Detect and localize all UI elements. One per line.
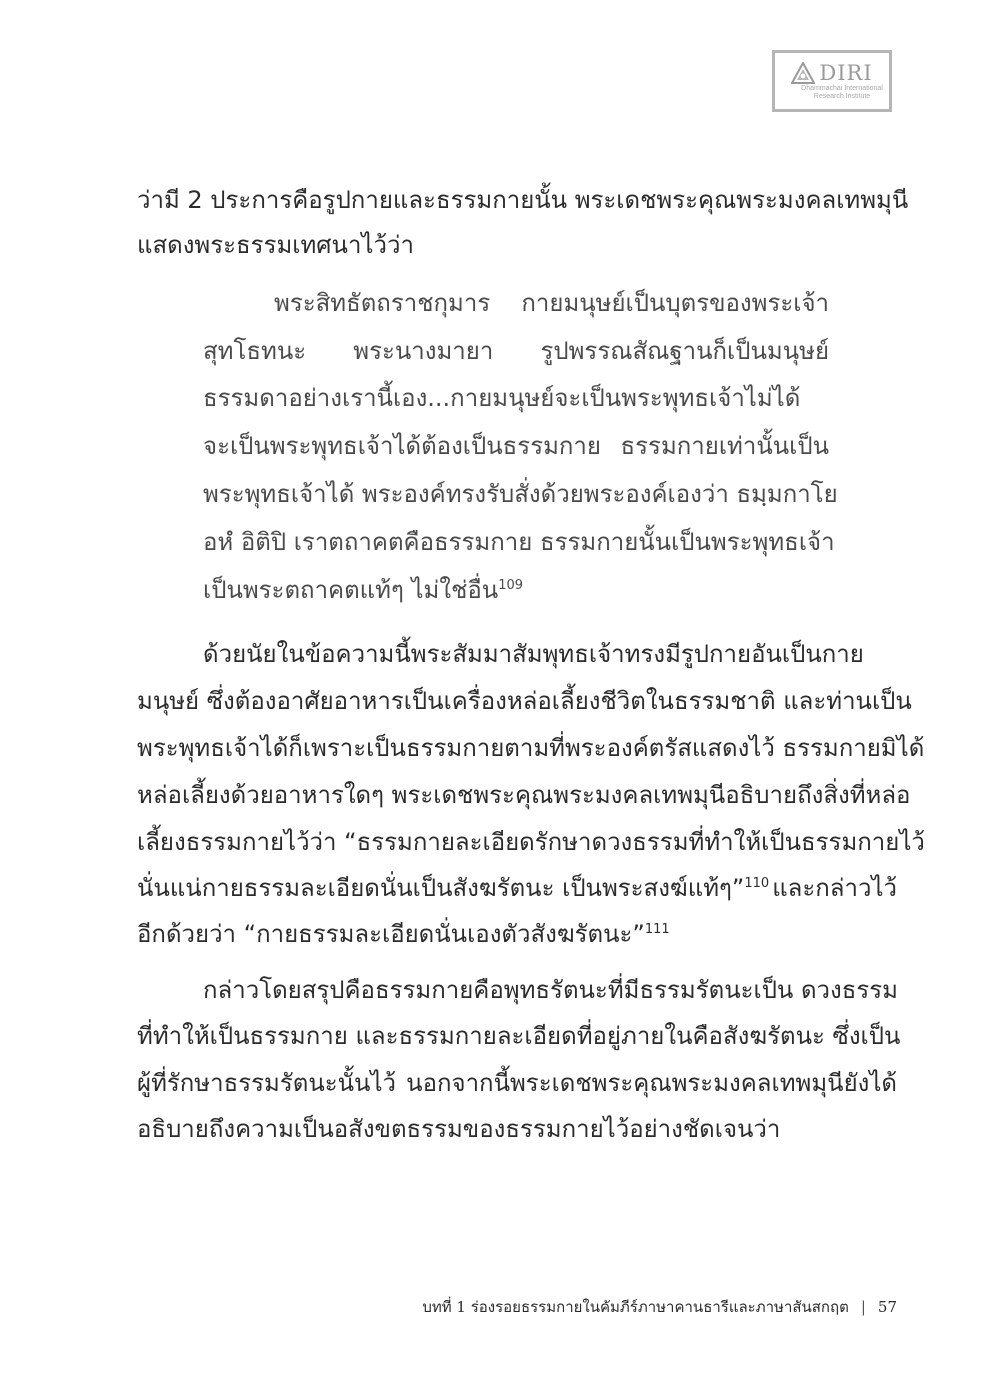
paragraph-2-line-2: มนุษย์ ซึ่งต้องอาศัยอาหารเป็นเครื่องหล่อเลี้ยงชีวิตในธรรมชาติ และท่านเป็น (137, 687, 912, 715)
paragraph-3-line-3: ผู้ที่รักษาธรรมรัตนะนั้นไว้ นอกจากนี้พระเดชพระคุณพระมงคลเทพมุนียังได้ (137, 1069, 897, 1097)
paragraph-3-line-4: อธิบายถึงความเป็นอสังขตธรรมของธรรมกายไว้อย่างชัดเจนว่า (137, 1115, 781, 1143)
footnote-ref-110: 110 (744, 876, 770, 891)
diri-logo (772, 50, 892, 112)
paragraph-2-line-4: หล่อเลี้ยงด้วยอาหารใดๆ พระเดชพระคุณพระมงคลเทพมุนีอธิบายถึงสิ่งที่หล่อ (137, 781, 911, 809)
quote-line-5: พระพุทธเจ้าได้ พระองค์ทรงรับสั่งด้วยพระองค์เองว่า ธมฺมกาโย (203, 480, 838, 508)
quote-line-4: จะเป็นพระพุทธเจ้าได้ต้องเป็นธรรมกาย ธรรมกายเท่านั้นเป็น (203, 432, 829, 460)
paragraph-2-line-6b: และกล่าวไว้ (772, 874, 897, 902)
paragraph-2-line-6 (137, 864, 897, 912)
quote-line-1: พระสิทธัตถราชกุมาร กายมนุษย์เป็นบุตรของพระเจ้า (274, 289, 829, 317)
paragraph-2-line-6a: นั่นแน่กายธรรมละเอียดนั่นเป็นสังฆรัตนะ เป็นพระสงฆ์แท้ๆ” (137, 874, 745, 902)
quote-line-3: ธรรมดาอย่างเรานี้เอง...กายมนุษย์จะเป็นพระพุทธเจ้าไม่ได้ (203, 384, 801, 412)
footnote-ref-111: 111 (644, 922, 670, 937)
paragraph-2-line-7 (137, 910, 897, 958)
logo-subtitle-1: Dhammachai International (801, 85, 883, 92)
paragraph-2-line-5: เลี้ยงธรรมกายไว้ว่า “ธรรมกายละเอียดรักษาดวงธรรมที่ทำให้เป็นธรรมกายไว้ (137, 828, 925, 856)
paragraph-3-line-2: ที่ทำให้เป็นธรรมกาย และธรรมกายละเอียดที่อยู่ภายในคือสังฆรัตนะ ซึ่งเป็น (137, 1022, 901, 1050)
triangle-emblem-icon (791, 62, 815, 84)
paragraph-2-line-1: ด้วยนัยในข้อความนี้พระสัมมาสัมพุทธเจ้าทรงมีรูปกายอันเป็นกาย (203, 640, 864, 668)
logo-wordmark: DIRI (819, 61, 873, 85)
quote-line-7 (203, 566, 829, 614)
paragraph-2-line-6-left (137, 864, 769, 912)
quote-line-7-text: เป็นพระตถาคตแท้ๆ ไม่ใช่อื่น (203, 576, 499, 604)
logo-subtitle-2: Research Institute (813, 93, 871, 100)
footer-chapter-title: บทที่ 1 ร่องรอยธรรมกายในคัมภีร์ภาษาคานธารีและภาษาสันสกฤต (422, 1298, 849, 1316)
paragraph-3-line-1: กล่าวโดยสรุปคือธรรมกายคือพุทธรัตนะที่มีธรรมรัตนะเป็น ดวงธรรม (203, 976, 898, 1004)
page-footer (300, 1295, 897, 1319)
logo-row (791, 61, 872, 85)
footer-separator: | (860, 1298, 866, 1316)
quote-line-6: อหํ อิติปิ เราตถาคตคือธรรมกาย ธรรมกายนั้นเป็นพระพุทธเจ้า (203, 528, 835, 556)
page-number: 57 (877, 1298, 897, 1316)
quote-line-2: สุทโธทนะ พระนางมายา รูปพรรณสัณฐานก็เป็นมนุษย์ (203, 337, 829, 365)
footnote-ref-109: 109 (498, 578, 524, 593)
paragraph-1-line-1: ว่ามี 2 ประการคือรูปกายและธรรมกายนั้น พระเดชพระคุณพระมงคลเทพมุนี (137, 186, 909, 214)
paragraph-2-line-3: พระพุทธเจ้าได้ก็เพราะเป็นธรรมกายตามที่พระองค์ตรัสแสดงไว้ ธรรมกายมิได้ (137, 734, 925, 762)
paragraph-2-line-7-text: อีกด้วยว่า “กายธรรมละเอียดนั่นเองตัวสังฆรัตนะ” (137, 920, 645, 948)
paragraph-1-line-2: แสดงพระธรรมเทศนาไว้ว่า (137, 231, 414, 259)
